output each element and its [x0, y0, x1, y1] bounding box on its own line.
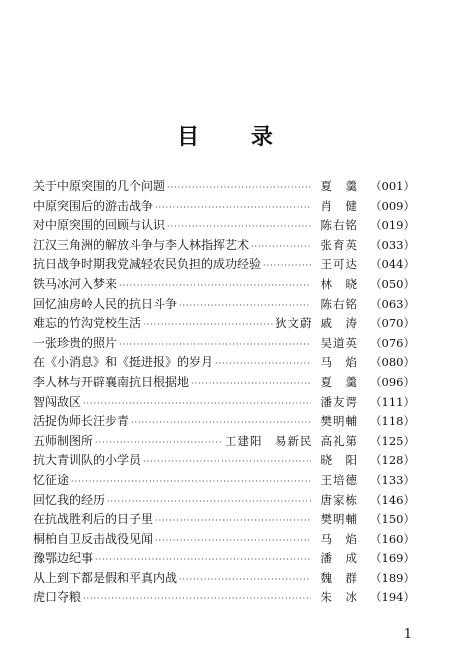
toc-entry	[33, 275, 415, 295]
toc-entry-author: 樊明輔	[320, 512, 358, 527]
leader-dots	[251, 237, 310, 256]
leader-dots	[155, 511, 310, 530]
toc-entry-page: （160）	[370, 531, 415, 546]
toc-entry-co-authors: 工建阳 易新民	[225, 433, 313, 448]
toc-entry-title: 在抗战胜利后的日子里	[33, 512, 154, 527]
toc-entry	[33, 314, 415, 334]
leader-dots	[215, 354, 310, 373]
toc-entry-author: 林 晓	[320, 276, 358, 291]
toc-entry-page: （009）	[370, 198, 415, 213]
toc-entry	[33, 432, 415, 452]
leader-dots	[107, 492, 310, 511]
toc-entry-title: 一张珍贵的照片	[33, 335, 118, 350]
toc-entry-page: （189）	[370, 570, 415, 585]
toc-entry-page: （125）	[370, 433, 415, 448]
toc-entry-page: （146）	[370, 492, 415, 507]
leader-dots	[119, 335, 310, 354]
toc-entry	[33, 197, 415, 217]
toc-entry-title: 江汉三角洲的解放斗争与李人林指挥艺术	[33, 237, 250, 252]
toc-entry-author: 马 焰	[320, 355, 358, 370]
leader-dots	[167, 217, 310, 236]
toc-entry	[33, 177, 415, 197]
toc-entry	[33, 549, 415, 569]
leader-dots	[71, 472, 310, 491]
toc-entry-author: 马 焰	[320, 531, 358, 546]
toc-entry-page: （070）	[370, 316, 415, 331]
toc-entry	[33, 373, 415, 393]
toc-entry	[33, 569, 415, 589]
toc-entry	[33, 255, 415, 275]
toc-entry-author: 唐家栋	[320, 492, 358, 507]
toc-entry-author: 肖 健	[320, 198, 358, 213]
toc-entry-page: （169）	[370, 551, 415, 566]
toc-entry	[33, 412, 415, 432]
toc-entry-page: （063）	[370, 296, 415, 311]
toc-entry	[33, 393, 415, 413]
toc-entry	[33, 353, 415, 373]
toc-entry-title: 桐柏自卫反击战役见闻	[33, 531, 154, 546]
toc-entry-author: 晓 阳	[320, 453, 358, 468]
toc-entry	[33, 295, 415, 315]
toc-entry-page: （019）	[370, 218, 415, 233]
toc-entry-title: 五师制图所	[33, 433, 94, 448]
toc-entry-author: 高礼第	[320, 433, 358, 448]
toc-entry-title: 智闯敌区	[33, 394, 82, 409]
leader-dots	[179, 296, 310, 315]
leader-dots	[143, 315, 273, 334]
toc-entry-title: 对中原突围的回顾与认识	[33, 218, 166, 233]
leader-dots	[95, 433, 223, 452]
toc-entry-co-authors: 狄文蔚	[275, 316, 313, 331]
toc-entry-page: （033）	[370, 237, 415, 252]
toc-entry-title: 豫鄂边纪事	[33, 551, 94, 566]
toc-entry-title: 忆征途	[33, 472, 70, 487]
toc-entry-page: （128）	[370, 453, 415, 468]
toc-entry-page: （194）	[370, 590, 415, 605]
leader-dots	[167, 178, 310, 197]
toc-entry-page: （076）	[370, 335, 415, 350]
toc-entry-page: （001）	[370, 179, 415, 193]
toc-entry-title: 铁马冰河入梦来	[33, 276, 118, 291]
toc-entry-title: 活捉伪师长汪步青	[33, 414, 130, 429]
toc-entry-author: 戚 涛	[320, 316, 358, 331]
toc-entry-page: （118）	[370, 414, 415, 429]
leader-dots	[95, 550, 310, 569]
toc-entry-title: 回忆我的经历	[33, 492, 106, 507]
toc-entry-page: （096）	[370, 374, 415, 389]
toc-entry	[33, 216, 415, 236]
leader-dots	[155, 531, 310, 550]
toc-entry-page: （050）	[370, 276, 415, 291]
toc-entry-author: 吴道英	[320, 335, 358, 350]
toc-entry-title: 中原突围后的游击战争	[33, 198, 154, 213]
toc-entry-page: （044）	[370, 257, 415, 272]
leader-dots	[119, 276, 310, 295]
toc-entry	[33, 236, 415, 256]
toc-entry-page: （111）	[370, 394, 415, 409]
toc-entry-author: 王可达	[320, 257, 358, 272]
leader-dots	[83, 589, 310, 608]
toc-entry-title: 在《小消息》和《挺进报》的岁月	[33, 355, 214, 370]
toc-entry	[33, 471, 415, 491]
leader-dots	[191, 374, 310, 393]
toc-entry-author: 樊明輔	[320, 414, 358, 429]
toc-entry-title: 虎口夺粮	[33, 590, 82, 605]
toc-entry-author: 夏 羹	[320, 374, 358, 389]
leader-dots	[155, 198, 310, 217]
leader-dots	[83, 394, 310, 413]
toc-entry	[33, 510, 415, 530]
toc-entry	[33, 451, 415, 471]
toc-entry-author: 陈右铭	[320, 218, 358, 233]
toc-entry-author: 魏 群	[320, 570, 358, 585]
toc-entry	[33, 588, 415, 608]
toc-entry-author: 潘友谔	[320, 394, 358, 409]
toc-entry-title: 关于中原突围的几个问题	[33, 179, 166, 193]
toc-entry-page: （080）	[370, 355, 415, 370]
toc-entry-title: 抗大青训队的小学员	[33, 453, 142, 468]
toc-entry-author: 陈右铭	[320, 296, 358, 311]
toc-entry	[33, 334, 415, 354]
toc-entry-title: 难忘的竹沟党校生活	[33, 316, 142, 331]
toc-entry-page: （133）	[370, 472, 415, 487]
toc-entry-title: 回忆油房岭人民的抗日斗争	[33, 296, 178, 311]
toc-entry-title: 抗日战争时期我党减轻农民负担的成功经验	[33, 257, 262, 272]
toc-entry-title: 从上到下都是假和平真内战	[33, 570, 178, 585]
toc-entry-title: 李人林与开辟襄南抗日根据地	[33, 374, 190, 389]
toc-entry-author: 朱 冰	[320, 590, 358, 605]
leader-dots	[179, 570, 310, 589]
page-number: 1	[403, 627, 412, 642]
leader-dots	[143, 452, 310, 471]
toc-entry	[33, 530, 415, 550]
toc-entry-author: 潘 成	[320, 551, 358, 566]
toc-entry	[33, 491, 415, 511]
toc-entry-author: 夏 羹	[320, 179, 358, 193]
leader-dots	[263, 256, 310, 275]
toc-entry-page: （150）	[370, 512, 415, 527]
table-of-contents	[33, 177, 415, 608]
page-title: 目 录	[177, 124, 295, 150]
toc-entry-author: 王培德	[320, 472, 358, 487]
leader-dots	[131, 413, 310, 432]
toc-entry-author: 张育英	[320, 237, 358, 252]
